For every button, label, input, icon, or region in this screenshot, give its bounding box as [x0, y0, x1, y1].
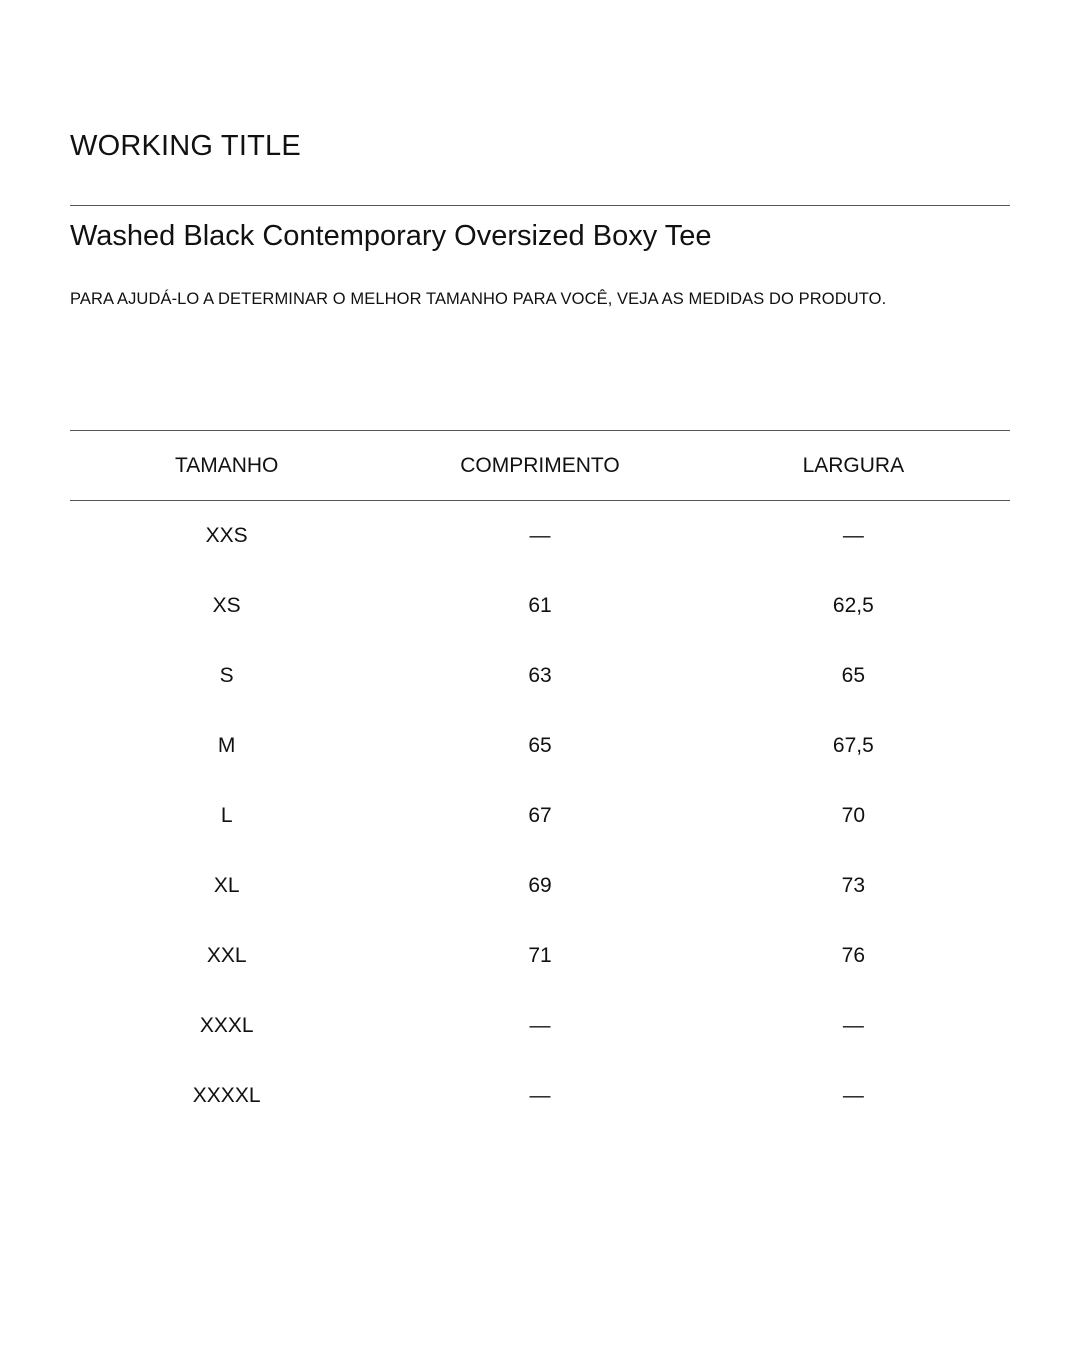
intro-text: PARA AJUDÁ-LO A DETERMINAR O MELHOR TAMANHO PARA VOCÊ, VEJA AS MEDIDAS DO PRODUTO. — [70, 290, 887, 308]
column-header-length: COMPRIMENTO — [383, 431, 696, 501]
table-row — [70, 781, 1010, 851]
cell-size: L — [220, 804, 233, 827]
cell-length: 69 — [528, 874, 552, 897]
cell-width: — — [842, 1084, 864, 1107]
cell-width: 73 — [841, 874, 865, 897]
cell-width: — — [842, 524, 864, 547]
cell-size: XL — [213, 874, 240, 897]
table-row — [70, 1061, 1010, 1131]
table-row — [70, 501, 1010, 572]
brand-title: WORKING TITLE — [70, 130, 301, 162]
cell-length: — — [529, 1014, 551, 1037]
table-row — [70, 571, 1010, 641]
cell-size: XXXL — [199, 1014, 254, 1037]
cell-width: 70 — [841, 804, 865, 827]
table-row — [70, 991, 1010, 1061]
cell-width: 67,5 — [832, 734, 874, 757]
cell-size: XXXXL — [192, 1084, 261, 1107]
table-row — [70, 851, 1010, 921]
cell-width: — — [842, 1014, 864, 1037]
cell-length: 71 — [528, 944, 552, 967]
cell-length: 67 — [528, 804, 552, 827]
cell-length: — — [529, 524, 551, 547]
cell-width: 65 — [841, 664, 865, 687]
divider — [70, 205, 1010, 206]
table-row — [70, 641, 1010, 711]
cell-size: XS — [212, 594, 241, 617]
product-name: Washed Black Contemporary Oversized Boxy Tee — [70, 220, 712, 252]
cell-width: 62,5 — [832, 594, 874, 617]
table-row — [70, 711, 1010, 781]
size-table-header — [70, 431, 1010, 501]
cell-length: 63 — [528, 664, 552, 687]
size-table-body — [70, 501, 1010, 1132]
cell-size: S — [219, 664, 234, 687]
cell-length: 65 — [528, 734, 552, 757]
cell-size: XXL — [206, 944, 247, 967]
size-table — [70, 430, 1010, 1131]
cell-length: — — [529, 1084, 551, 1107]
column-header-width: LARGURA — [697, 431, 1010, 501]
cell-size: XXS — [205, 524, 248, 547]
cell-width: 76 — [841, 944, 865, 967]
cell-length: 61 — [528, 594, 552, 617]
table-row — [70, 921, 1010, 991]
header-row — [70, 431, 1010, 501]
column-header-size: TAMANHO — [70, 431, 383, 501]
cell-size: M — [217, 734, 236, 757]
